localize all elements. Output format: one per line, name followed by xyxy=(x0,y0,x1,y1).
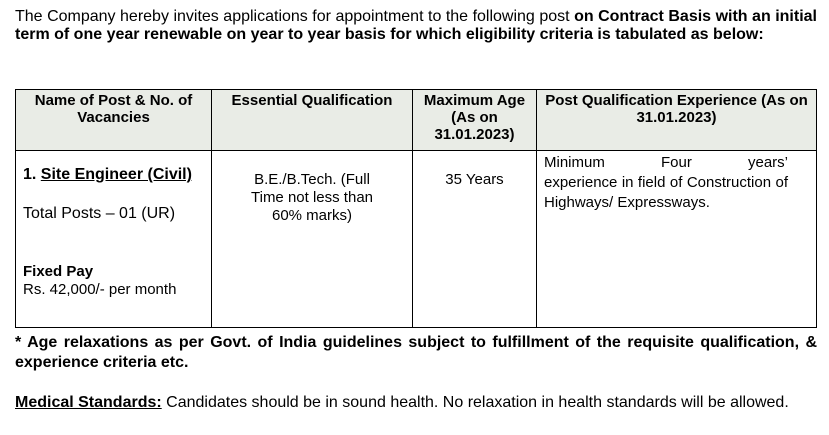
total-posts: Total Posts – 01 (UR) xyxy=(23,205,176,222)
fixed-pay-label: Fixed Pay xyxy=(23,263,94,280)
fixed-pay-value: Rs. 42,000/- per month xyxy=(23,281,177,298)
max-age-cell xyxy=(413,151,537,328)
post-name: Site Engineer (Civil) xyxy=(40,166,192,183)
eligibility-table xyxy=(15,89,817,328)
header-experience: Post Qualification Experience (As on 31.01.2023) xyxy=(537,90,817,151)
post-title xyxy=(23,165,205,185)
medical-standards-text: Candidates should be in sound health. No relaxation in health standards will be allowed. xyxy=(161,394,789,411)
qualification-text: B.E./B.Tech. (Full Time not less than 60% marks) xyxy=(251,171,373,224)
fixed-pay xyxy=(23,263,176,299)
post-number: 1. xyxy=(23,166,37,183)
intro-text: The Company hereby invites applications for appointment to the following post xyxy=(15,8,575,25)
intro-paragraph xyxy=(15,8,817,44)
experience-text: experience in field of Construction of Highways/ Expressways. xyxy=(544,174,788,211)
max-age-value: 35 Years xyxy=(445,171,504,188)
age-relaxation-note: * Age relaxations as per Govt. of India guidelines subject to fulfillment of the requisite qualification, & experience criteria etc. xyxy=(15,334,817,371)
post-cell xyxy=(16,151,212,328)
medical-standards-label: Medical Standards: xyxy=(15,394,162,411)
experience-first-line: Minimum Four years’ xyxy=(544,154,788,171)
table-header-row xyxy=(16,90,817,151)
intro-bold-text: on Contract Basis with an initial term of one year renewable on year to year basis for which eligibility criteria is tabulated as below: xyxy=(15,8,817,43)
experience-cell xyxy=(537,151,817,328)
table-row xyxy=(16,151,817,328)
header-max-age: Maximum Age (As on 31.01.2023) xyxy=(413,90,537,151)
header-post-name: Name of Post & No. of Vacancies xyxy=(16,90,212,151)
medical-standards xyxy=(15,393,817,413)
header-qualification: Essential Qualification xyxy=(212,90,413,151)
qualification-cell xyxy=(212,151,413,328)
